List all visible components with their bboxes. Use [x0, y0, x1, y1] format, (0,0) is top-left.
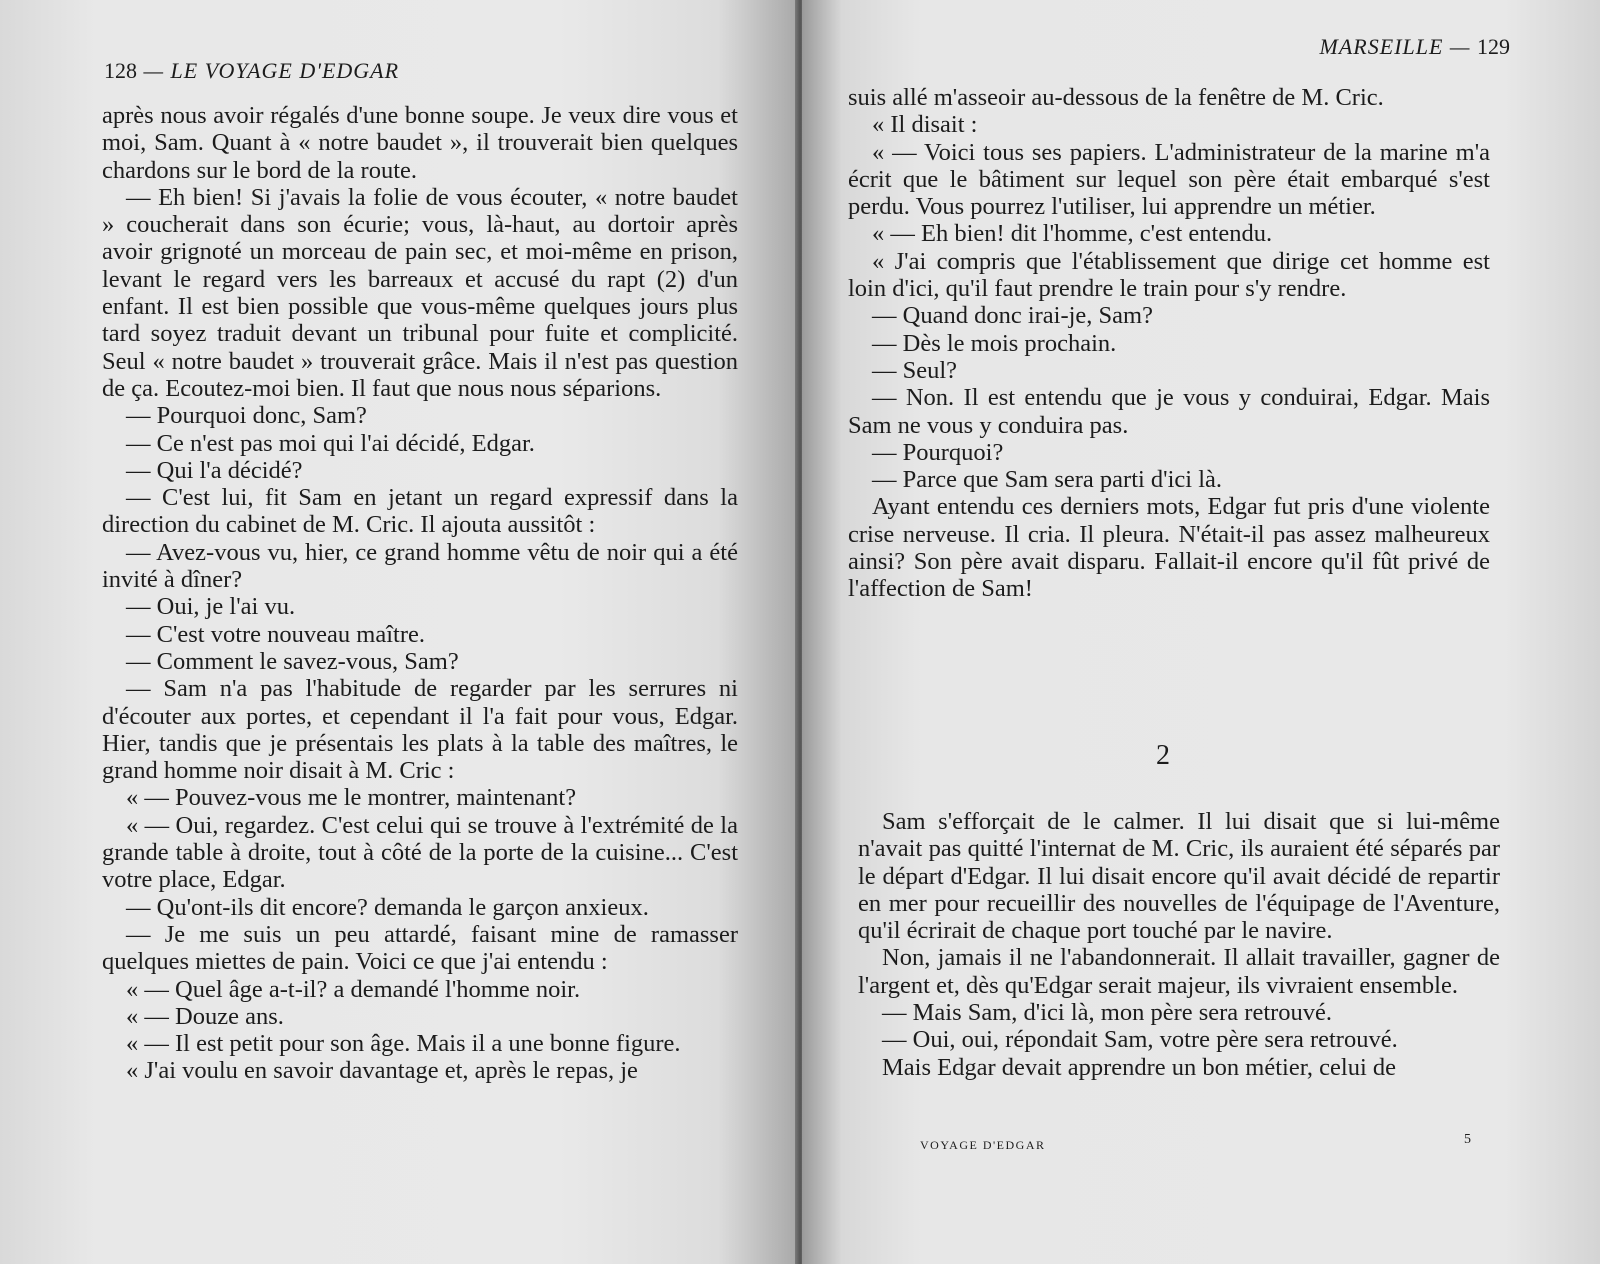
paragraph: Mais Edgar devait apprendre un bon métier, celui de — [882, 1053, 1397, 1081]
paragraph: Sam s'efforçait de le calmer. Il lui disait que si lui-même n'avait pas quitté l'internat de M. Cric, ils auraient été séparés par le départ d'Edgar. Il lui disait encore qu'il avait décidé de repartir en mer pour recueillir des nouvelles de l'équipage de l'Aventure, qu'il écrirait de chaque port touché par le navire. — [858, 808, 1500, 945]
left-header-title: — LE VOYAGE D'EDGAR — [143, 58, 400, 83]
paragraph: « — Voici tous ses papiers. L'administrateur de la marine m'a écrit que le bâtiment sur lequel son père était embarqué s'est perdu. Vous pourrez l'utiliser, lui apprendre un métier. — [848, 138, 1490, 221]
left-body-text — [102, 102, 738, 1085]
paragraph: — Parce que Sam sera parti d'ici là. — [872, 466, 1223, 494]
paragraph: — C'est lui, fit Sam en jetant un regard expressif dans la direction du cabinet de M. Cric. Il ajouta aussitôt : — [102, 484, 738, 539]
paragraph: — Qui l'a décidé? — [126, 456, 303, 484]
left-running-header — [104, 58, 399, 84]
paragraph: — Pourquoi? — [872, 438, 1004, 466]
paragraph: après nous avoir régalés d'une bonne soupe. Je veux dire vous et moi, Sam. Quant à « notre baudet », il trouverait bien quelques chardons sur le bord de la route. — [102, 102, 738, 184]
paragraph: — Quand donc irai-je, Sam? — [872, 302, 1153, 330]
paragraph: « — Oui, regardez. C'est celui qui se trouve à l'extrémité de la grande table à droite, tout à côté de la porte de la cuisine... C'est votre place, Edgar. — [102, 811, 738, 894]
paragraph: « J'ai compris que l'établissement que dirige cet homme est loin d'ici, qu'il faut prendre le train pour s'y rendre. — [848, 247, 1490, 303]
paragraph: — C'est votre nouveau maître. — [126, 620, 426, 648]
paragraph: — Pourquoi donc, Sam? — [126, 402, 367, 430]
paragraph: — Seul? — [872, 356, 958, 384]
signature-mark: VOYAGE D'EDGAR — [920, 1138, 1046, 1152]
paragraph: suis allé m'asseoir au-dessous de la fenêtre de M. Cric. — [848, 84, 1384, 111]
paragraph: — Je me suis un peu attardé, faisant mine de ramasser quelques miettes de pain. Voici ce que j'ai entendu : — [102, 920, 738, 976]
paragraph: — Mais Sam, d'ici là, mon père sera retrouvé. — [882, 999, 1333, 1027]
right-header-title: MARSEILLE — — [1319, 34, 1471, 59]
paragraph: — Dès le mois prochain. — [872, 329, 1117, 357]
paragraph: — Sam n'a pas l'habitude de regarder par les serrures ni d'écouter aux portes, et cependant il l'a fait pour vous, Edgar. Hier, tandis que je présentais les plats à la table des maîtres, le grand homme noir disait à M. Cric : — [102, 675, 738, 785]
paragraph: « — Douze ans. — [126, 1002, 284, 1030]
chapter-number: 2 — [1156, 740, 1170, 771]
right-page-number: 129 — [1477, 34, 1510, 59]
paragraph: — Non. Il est entendu que je vous y conduirai, Edgar. Mais Sam ne vous y conduira pas. — [848, 384, 1490, 439]
left-page — [0, 0, 798, 1264]
right-body-text-before — [848, 84, 1490, 603]
paragraph: « — Il est petit pour son âge. Mais il a une bonne figure. — [126, 1030, 681, 1058]
right-body-text-after — [858, 808, 1500, 1081]
paragraph: « Il disait : — [872, 111, 978, 139]
paragraph: — Oui, oui, répondait Sam, votre père sera retrouvé. — [882, 1026, 1398, 1054]
paragraph: « — Pouvez-vous me le montrer, maintenant? — [126, 784, 577, 812]
right-page — [802, 0, 1600, 1264]
paragraph: — Qu'ont-ils dit encore? demanda le garçon anxieux. — [126, 893, 649, 921]
left-page-number: 128 — [104, 58, 137, 83]
paragraph: — Ce n'est pas moi qui l'ai décidé, Edgar. — [126, 429, 535, 457]
signature-number: 5 — [1464, 1132, 1471, 1147]
paragraph: — Oui, je l'ai vu. — [126, 593, 296, 621]
right-running-header — [1320, 34, 1510, 60]
paragraph: « — Eh bien! dit l'homme, c'est entendu. — [872, 220, 1273, 248]
paragraph: — Eh bien! Si j'avais la folie de vous écouter, « notre baudet » coucherait dans son écurie; vous, là-haut, au dortoir après avoir grignoté un morceau de pain sec, et moi-même en prison, levant le regard vers les barreaux et accusé du rapt (2) d'un enfant. Il est bien possible que vous-même quelques jours plus tard soyez traduit devant un tribunal pour fuite et complicité. Seul « notre baudet » trouverait grâce. Mais il n'est pas question de ça. Ecoutez-moi bien. Il faut que nous nous séparions. — [102, 183, 738, 402]
paragraph: — Avez-vous vu, hier, ce grand homme vêtu de noir qui a été invité à dîner? — [102, 538, 738, 594]
paragraph: « — Quel âge a-t-il? a demandé l'homme noir. — [126, 975, 581, 1003]
paragraph: — Comment le savez-vous, Sam? — [126, 647, 459, 675]
paragraph: Non, jamais il ne l'abandonnerait. Il allait travailler, gagner de l'argent et, dès qu'Edgar serait majeur, ils vivraient ensemble. — [858, 944, 1500, 999]
paragraph: « J'ai voulu en savoir davantage et, après le repas, je — [126, 1057, 638, 1085]
paragraph: Ayant entendu ces derniers mots, Edgar fut pris d'une violente crise nerveuse. Il cria. Il pleura. N'était-il pas assez malheureux ainsi? Son père avait disparu. Fallait-il encore qu'il fût privé de l'affection de Sam! — [848, 493, 1490, 603]
